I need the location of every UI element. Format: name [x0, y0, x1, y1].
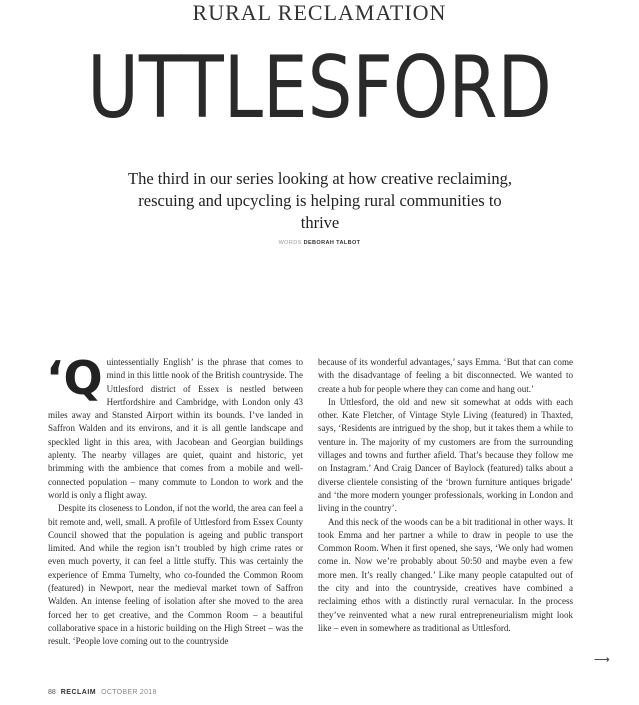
- drop-cap: ‘Q: [46, 351, 103, 405]
- article-paragraph: Despite its closeness to London, if not the world, the area can feel a bit remote and, well, small. A profile of Uttlesford from Essex County Council showed that the population is ageing and public transport limited. And while the region isn’t troubled by high crime rates or even much poverty, it can feel a little stuffy. This was certainly the experience of Emma Tumelty, who co-founded the Common Room (featured) in Newport, near the medieval market town of Saffron Walden. An intense feeling of isolation after she moved to the area forced her to get creative, and the Common Room – a beautiful collaborative space in a historic building on the High Street – was the result. ‘People love coming out to the countryside: [48, 503, 303, 647]
- byline-label: WORDS: [278, 240, 302, 246]
- issue-date: OCTOBER 2018: [101, 689, 157, 696]
- standfirst: The third in our series looking at how creative reclaiming, rescuing and upcycling is helping rural communities to thrive: [128, 169, 512, 232]
- magazine-name: RECLAIM: [60, 689, 97, 696]
- article-column-2: [318, 356, 573, 635]
- folio: [48, 689, 157, 696]
- arrow-right-icon: ⟶: [594, 653, 610, 666]
- page-number: 88: [48, 689, 56, 696]
- byline: [0, 240, 639, 246]
- byline-author: DEBORAH TALBOT: [303, 240, 361, 246]
- article-paragraph: In Uttlesford, the old and new sit somewhat at odds with each other. Kate Fletcher, of Vintage Style Living (featured) in Thaxted, says, ‘Residents are intrigued by the shop, but it takes them a while to venture in. The majority of my customers are from the surrounding villages and towns and further afield. That’s because they follow me on Instagram.’ And Craig Dancer of Baylock (featured) talks about a diverse clientele consisting of the ‘brown furniture antiques brigade’ and ‘the more modern younger professionals, working in London and living in the country’.: [318, 396, 573, 514]
- section-kicker: RURAL RECLAMATION: [192, 0, 447, 25]
- article-column-1: [46, 351, 303, 649]
- paragraph-text: uintessentially English’ is the phrase that comes to mind in this little nook of the British countryside. The Uttlesford district of Essex is nestled between Hertfordshire and Cambridge, with London only 43 miles away and Stansted Airport within its bounds. I’ve landed in Saffron Walden and its environs, and it is all gentle landscape and speckled light in this area, with Jacobean and Georgian buildings aplenty. The nearby villages are quiet, quaint and historic, yet brimming with the ambience that comes from a mobile and well-connected population – many commute to London to work and the world is only a flight away.: [48, 357, 303, 500]
- headline: UTTLESFORD: [87, 38, 552, 138]
- article-paragraph: And this neck of the woods can be a bit traditional in other ways. It took Emma and her partner a while to draw in people to use the Common Room. When it first opened, she says, ‘We only had women come in. Now we’re probably about 50:50 and maybe even a few more men. It’s really changed.’ Like many people catapulted out of the city and into the countryside, creatives have combined a reclaiming ethos with a distinctly rural vernacular. In the process they’ve reinvented what a new rural entrepreneurialism might look like – even in somewhere as traditional as Uttlesford.: [318, 516, 573, 633]
- article-paragraph: [46, 351, 303, 502]
- article-paragraph: because of its wonderful advantages,’ says Emma. ‘But that can come with the disadvantage of feeling a bit disconnected. We wanted to create a hub for people where they can come and hang out.’: [318, 357, 573, 394]
